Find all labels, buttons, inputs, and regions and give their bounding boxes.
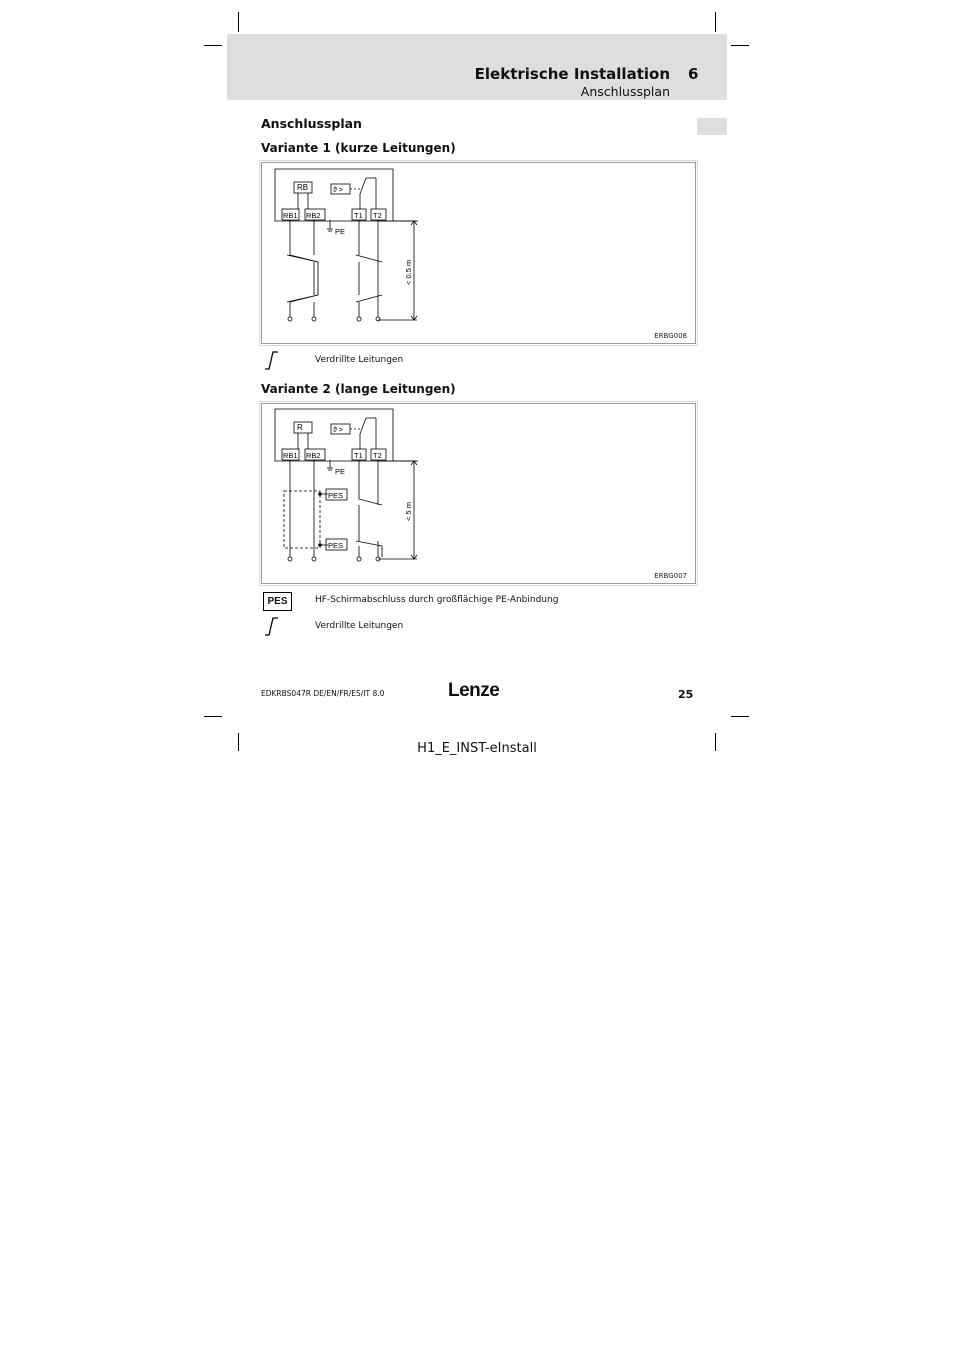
variant2-figure <box>261 403 696 584</box>
pes-top-label: PES <box>328 491 344 500</box>
chapter-title: Elektrische Installation <box>474 65 670 83</box>
twisted-wire-icon <box>263 349 281 371</box>
pes-bottom-label: PES <box>328 541 344 550</box>
length-label: < 0.5 m <box>404 259 413 285</box>
t1-label: T1 <box>354 451 363 460</box>
variant1-heading: Variante 1 (kurze Leitungen) <box>261 141 456 155</box>
section-heading: Anschlussplan <box>261 116 362 131</box>
variant2-heading: Variante 2 (lange Leitungen) <box>261 382 456 396</box>
t1-label: T1 <box>354 211 363 220</box>
crop-mark <box>204 716 222 717</box>
legend-pes-text: HF-Schirmabschluss durch großflächige PE-Anbindung <box>315 595 559 605</box>
t2-label: T2 <box>373 451 382 460</box>
t2-label: T2 <box>373 211 382 220</box>
rb-label: RB <box>297 183 309 192</box>
rb2-label: RB2 <box>306 211 321 220</box>
twisted-wire-icon <box>263 615 281 637</box>
rb2-label: RB2 <box>306 451 321 460</box>
variant1-figure <box>261 162 696 344</box>
variant2-figure-code: ERBG007 <box>654 572 687 580</box>
chapter-tab <box>697 118 727 135</box>
legend-twisted-text: Verdrillte Leitungen <box>315 355 404 365</box>
rb1-label: RB1 <box>283 451 298 460</box>
thermo-label: ϑ > <box>333 187 343 194</box>
lenze-logo: Lenze <box>448 680 500 701</box>
pes-symbol-icon: PES <box>263 592 292 611</box>
chapter-subtitle: Anschlussplan <box>580 84 670 99</box>
thermo-label: ϑ > <box>333 427 343 434</box>
document-id: EDKRBS047R DE/EN/FR/ES/IT 8.0 <box>261 689 385 698</box>
length-label: < 5 m <box>404 502 413 521</box>
legend-twisted-text: Verdrillte Leitungen <box>315 621 404 631</box>
page-number: 25 <box>678 688 694 701</box>
crop-mark <box>238 12 239 32</box>
rb1-label: RB1 <box>283 211 298 220</box>
variant1-figure-code: ERBG008 <box>654 332 687 340</box>
chapter-number: 6 <box>688 65 699 83</box>
pe-label: PE <box>335 227 346 236</box>
variant1-diagram <box>262 163 695 343</box>
job-name: H1_E_INST-eInstall <box>417 741 537 756</box>
crop-mark <box>715 12 716 32</box>
rb-label: R <box>297 423 303 432</box>
crop-mark <box>204 45 222 46</box>
variant2-diagram <box>262 404 695 583</box>
crop-mark <box>731 45 749 46</box>
pe-label: PE <box>335 467 346 476</box>
crop-mark <box>731 716 749 717</box>
